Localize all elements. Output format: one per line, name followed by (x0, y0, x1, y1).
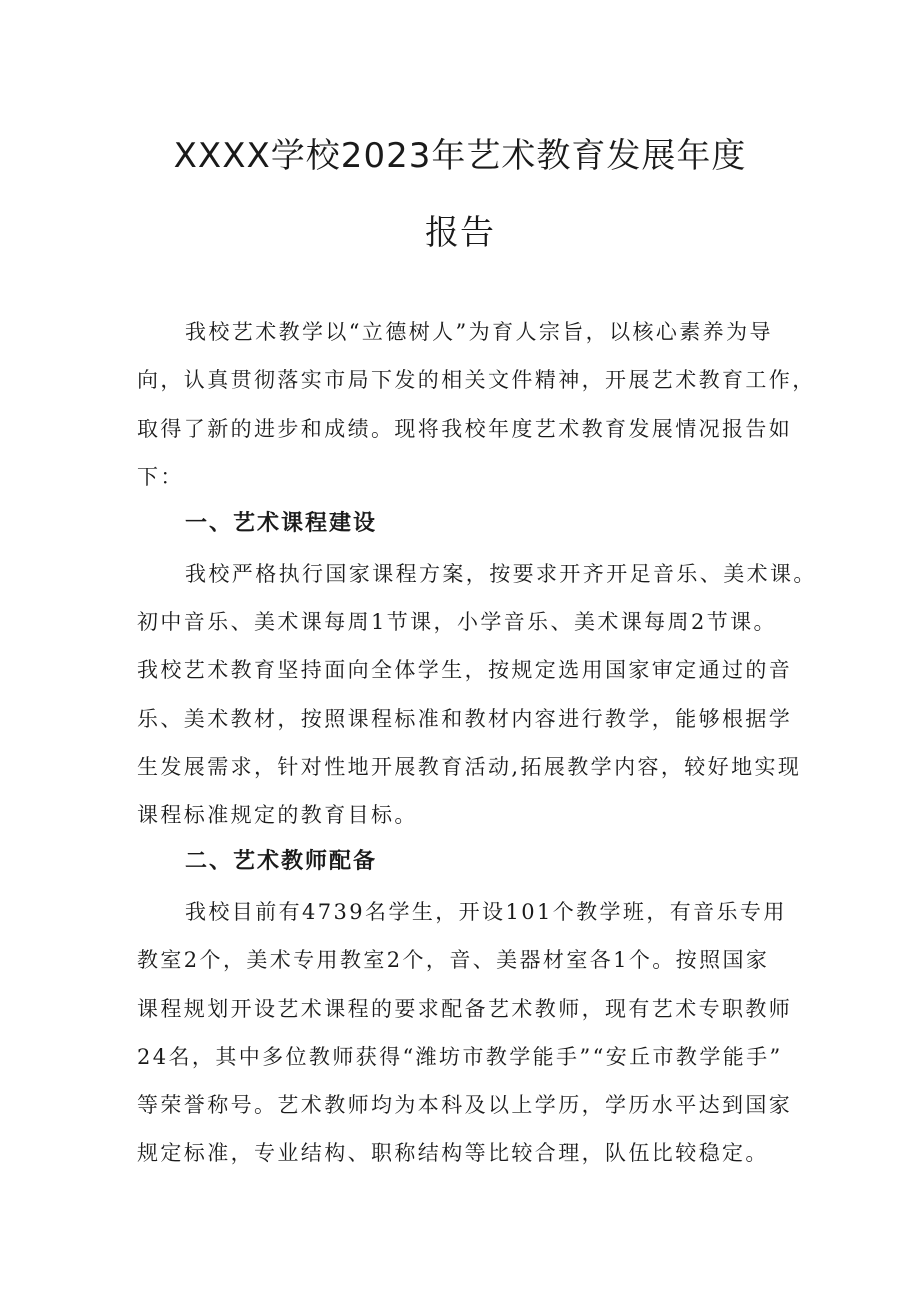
section-paragraph-line: 初中音乐、美术课每周1节课，小学音乐、美术课每周2节课。 (137, 610, 777, 634)
intro-paragraph-line: 向，认真贯彻落实市局下发的相关文件精神，开展艺术教育工作， (137, 368, 816, 392)
section-paragraph-line: 教室2个，美术专用教室2个，音、美器材室各1个。按照国家 (137, 948, 770, 972)
section-paragraph-line: 等荣誉称号。艺术教师均为本科及以上学历，学历水平达到国家 (137, 1093, 793, 1117)
document-title-line-1: XXXX学校2023年艺术教育发展年度 (173, 136, 747, 176)
section-paragraph-line: 24名，其中多位教师获得“潍坊市教学能手”“安丘市教学能手” (137, 1045, 783, 1069)
intro-paragraph-line: 我校艺术教学以“立德树人”为育人宗旨，以核心素养为导 (185, 320, 773, 344)
intro-paragraph-line: 取得了新的进步和成绩。现将我校年度艺术教育发展情况报告如 (137, 417, 793, 441)
section-heading-curriculum: 一、艺术课程建设 (185, 511, 378, 536)
section-paragraph-line: 我校目前有4739名学生，开设101个教学班，有音乐专用 (185, 900, 787, 924)
document-title-line-2: 报告 (425, 213, 495, 253)
section-paragraph-line: 课程规划开设艺术课程的要求配备艺术教师，现有艺术专职教师 (137, 997, 793, 1021)
section-paragraph-line: 我校严格执行国家课程方案，按要求开齐开足音乐、美术课。 (185, 562, 817, 586)
section-heading-teachers: 二、艺术教师配备 (185, 849, 378, 874)
section-paragraph-line: 乐、美术教材，按照课程标准和教材内容进行教学，能够根据学 (137, 707, 793, 731)
section-paragraph-line: 生发展需求，针对性地开展教育活动,拓展教学内容，较好地实现 (137, 755, 802, 779)
section-paragraph-line: 我校艺术教育坚持面向全体学生，按规定选用国家审定通过的音 (137, 658, 793, 682)
section-paragraph-line: 课程标准规定的教育目标。 (137, 803, 418, 827)
section-paragraph-line: 规定标准，专业结构、职称结构等比较合理，队伍比较稳定。 (137, 1141, 769, 1165)
intro-paragraph-line: 下： (137, 465, 184, 489)
